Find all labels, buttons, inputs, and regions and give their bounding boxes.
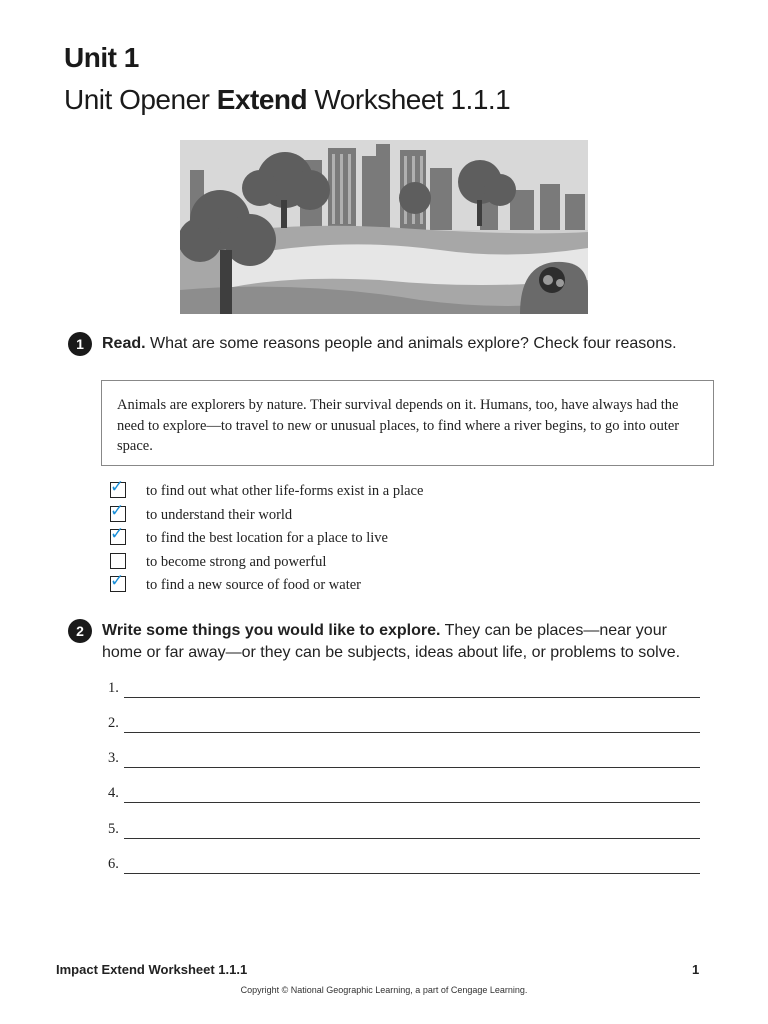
checkmark-icon: ✓	[110, 571, 125, 591]
answer-line[interactable]	[108, 852, 700, 874]
reason-label: to find a new source of food or water	[146, 577, 362, 593]
section-1-lead: Read.	[102, 335, 146, 352]
reason-label: to become strong and powerful	[146, 554, 327, 570]
answer-line-rule[interactable]	[124, 767, 700, 768]
reason-option[interactable]	[108, 477, 568, 502]
checkmark-icon: ✓	[110, 501, 125, 521]
section-2-prompt	[102, 620, 702, 664]
reason-option[interactable]	[108, 524, 568, 549]
city-park-illustration	[180, 140, 588, 314]
answer-line[interactable]	[108, 817, 700, 839]
checkmark-icon: ✓	[110, 524, 125, 544]
answer-line[interactable]	[108, 781, 700, 803]
answer-line[interactable]	[108, 676, 700, 698]
checkbox[interactable]	[110, 553, 126, 569]
section-2-prompt-text: They can be places—near your home or far away—or they can be subjects, ideas about life, or problems to solve.	[102, 622, 681, 661]
answer-line-number: 1.	[108, 680, 119, 696]
answer-line-rule[interactable]	[124, 732, 700, 733]
answer-line-rule[interactable]	[124, 873, 700, 874]
section-2-lead: Write some things you would like to explore.	[102, 622, 441, 639]
section-1-number-badge: 1	[68, 332, 92, 356]
answer-line-rule[interactable]	[124, 838, 700, 839]
answer-line[interactable]	[108, 746, 700, 768]
section-1-prompt-text: What are some reasons people and animals explore? Check four reasons.	[145, 335, 677, 352]
answer-line-rule[interactable]	[124, 697, 700, 698]
page-title	[64, 84, 510, 116]
checkmark-icon: ✓	[110, 477, 125, 497]
answer-line-number: 4.	[108, 785, 119, 801]
section-1-prompt	[102, 333, 677, 355]
answer-line[interactable]	[108, 711, 700, 733]
footer-worksheet-title: Impact Extend Worksheet 1.1.1	[56, 962, 248, 977]
reason-label: to find out what other life-forms exist in a place	[146, 483, 424, 499]
reason-label: to understand their world	[146, 507, 293, 523]
answer-line-number: 3.	[108, 750, 119, 766]
title-suffix: Worksheet 1.1.1	[307, 84, 511, 115]
copyright-notice: Copyright © National Geographic Learning, a part of Cengage Learning.	[240, 985, 528, 995]
page-number: 1	[692, 962, 700, 977]
reason-option[interactable]	[108, 501, 568, 526]
answer-line-number: 5.	[108, 821, 119, 837]
answer-line-rule[interactable]	[124, 802, 700, 803]
reason-option[interactable]	[108, 571, 568, 596]
section-2-number-badge: 2	[68, 619, 92, 643]
unit-heading: Unit 1	[64, 42, 139, 73]
reason-option[interactable]	[108, 551, 568, 573]
title-prefix: Unit Opener	[64, 84, 217, 115]
city-park-illustration-svg	[180, 140, 588, 314]
reason-label: to find the best location for a place to live	[146, 530, 388, 546]
answer-line-number: 2.	[108, 715, 119, 731]
title-bold: Extend	[216, 84, 308, 115]
answer-line-number: 6.	[108, 856, 119, 872]
reading-passage: Animals are explorers by nature. Their survival depends on it. Humans, too, have always had the need to explore—to travel to new or unusual places, to find where a river begins, to go into outer space.	[101, 380, 714, 466]
